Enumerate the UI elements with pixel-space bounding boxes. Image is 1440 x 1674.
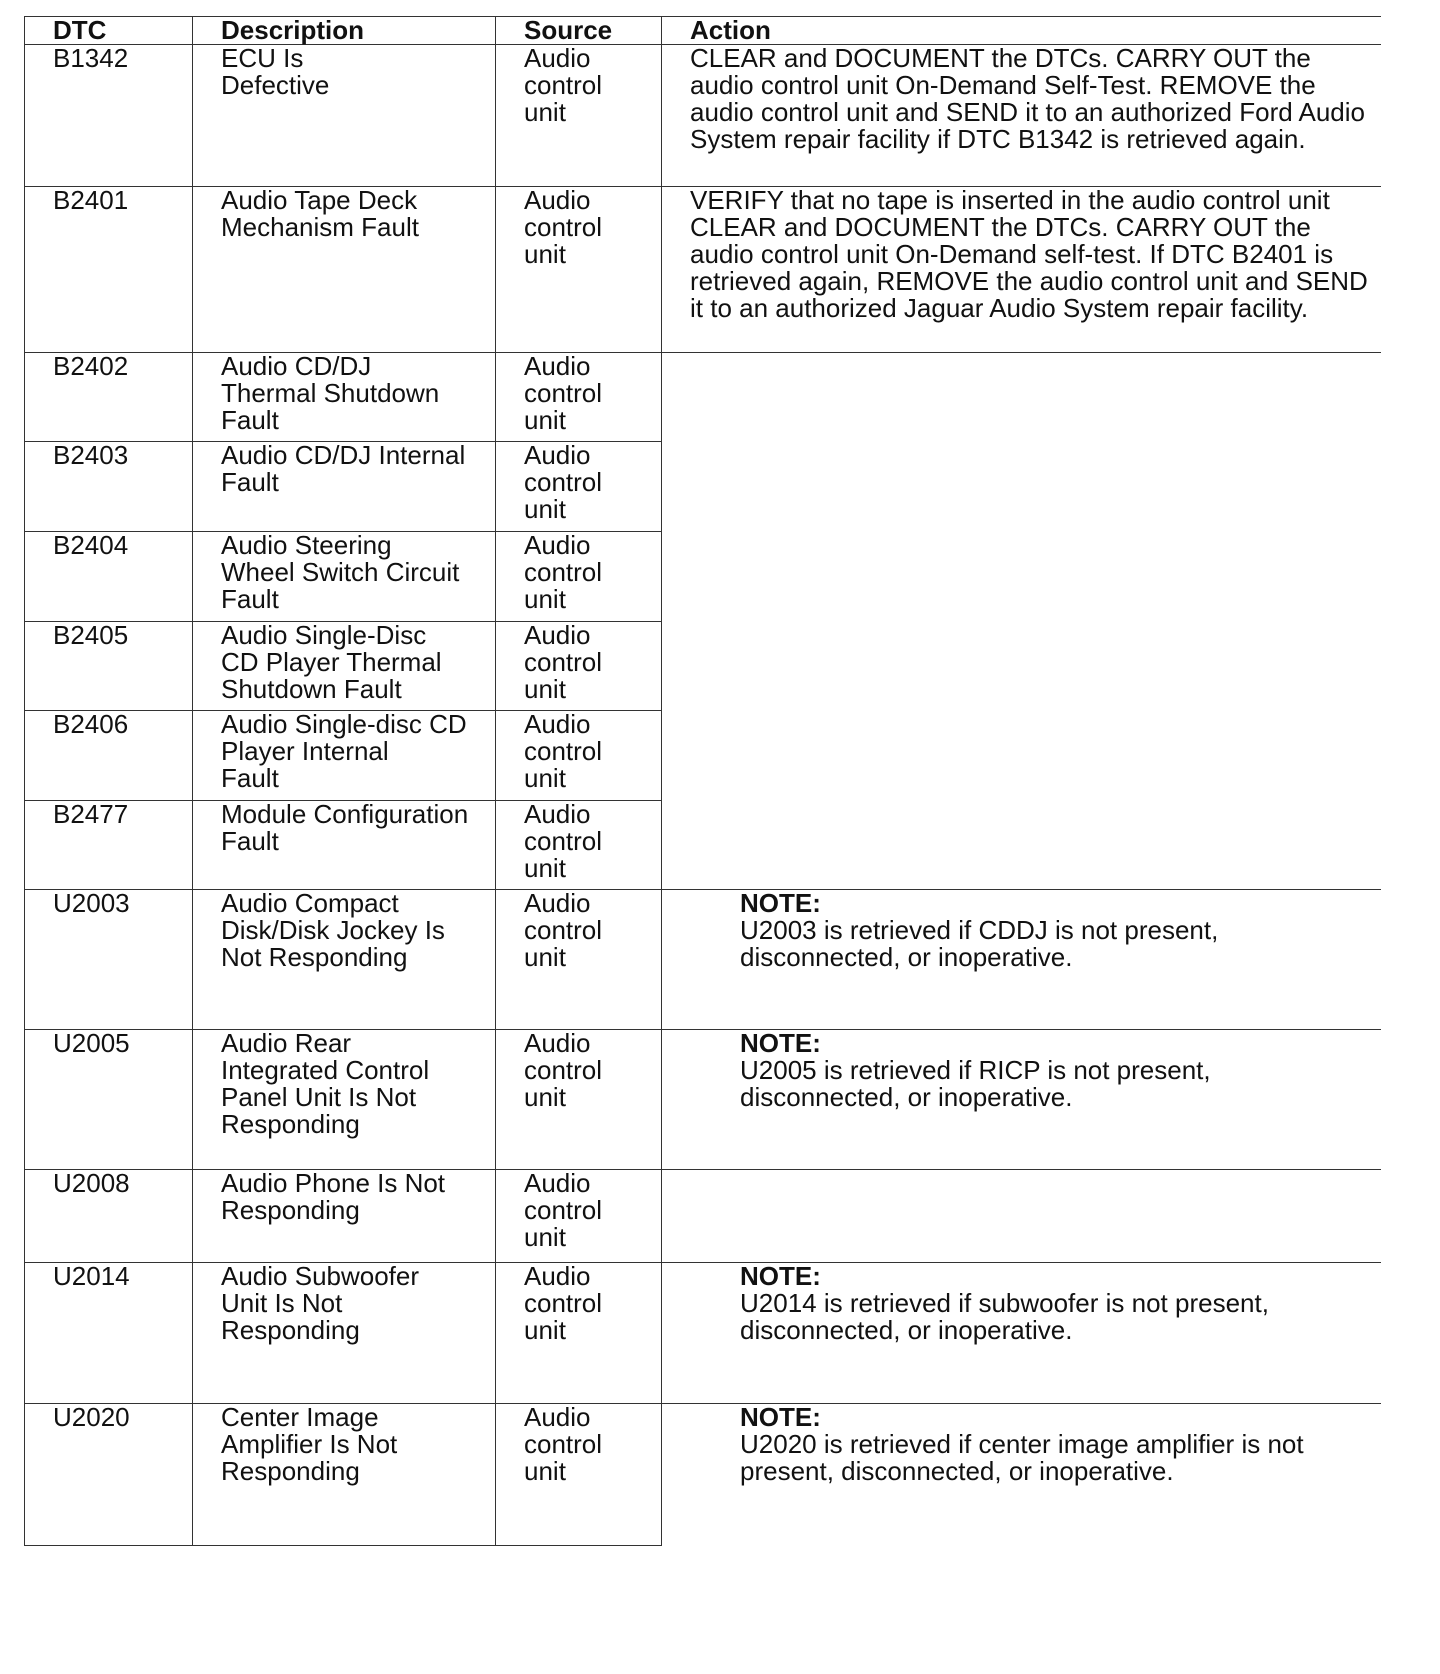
source-cell	[496, 187, 662, 353]
description-cell-text: Audio Steering Wheel Switch Circuit Fault	[221, 530, 460, 614]
note-text: U2003 is retrieved if CDDJ is not present, disconnected, or inoperative.	[740, 915, 1219, 972]
action-cell	[662, 45, 1381, 187]
action-cell-text: CLEAR and DOCUMENT the DTCs. CARRY OUT the audio control unit On-Demand Self-Test. REMOVE the audio control unit and SEND it to an authorized Ford Audio System repair facility if DTC B1342 is retrieved again.	[690, 43, 1365, 154]
dtc-code-cell-text: B2402	[53, 351, 129, 381]
source-cell-text: Audio control unit	[524, 530, 603, 614]
note-text: U2014 is retrieved if subwoofer is not present, disconnected, or inoperative.	[740, 1288, 1269, 1345]
dtc-code-cell-text: B2403	[53, 440, 129, 470]
table-row	[25, 1030, 1381, 1170]
table-row	[25, 1263, 1381, 1404]
table-row	[25, 532, 1381, 622]
description-cell-text: Module Configuration Fault	[221, 799, 469, 856]
description-cell	[193, 353, 496, 442]
table-row	[25, 801, 1381, 890]
source-cell	[496, 1030, 662, 1170]
description-cell-text: Audio Subwoofer Unit Is Not Responding	[221, 1261, 420, 1345]
action-cell	[662, 187, 1381, 353]
source-cell-text: Audio control unit	[524, 1402, 603, 1486]
dtc-code-cell	[25, 1170, 193, 1263]
source-cell-text: Audio control unit	[524, 709, 603, 793]
description-cell	[193, 532, 496, 622]
description-cell	[193, 801, 496, 890]
source-cell-text: Audio control unit	[524, 799, 603, 883]
note-label: NOTE:	[740, 1402, 821, 1432]
description-cell	[193, 187, 496, 353]
source-cell-text: Audio control unit	[524, 185, 603, 269]
description-cell	[193, 442, 496, 532]
description-cell	[193, 45, 496, 187]
action-cell	[662, 890, 1381, 1030]
dtc-code-cell-text: B2406	[53, 709, 129, 739]
source-cell	[496, 442, 662, 532]
table-row	[25, 890, 1381, 1030]
description-cell	[193, 622, 496, 711]
source-cell-text: Audio control unit	[524, 351, 603, 435]
dtc-code-cell	[25, 801, 193, 890]
dtc-code-cell	[25, 1030, 193, 1170]
action-cell	[662, 1263, 1381, 1404]
dtc-code-cell-text: B2404	[53, 530, 129, 560]
note-label: NOTE:	[740, 1261, 821, 1291]
action-cell	[662, 622, 1381, 711]
source-cell	[496, 711, 662, 801]
column-header-action: Action	[662, 17, 1381, 45]
table-row	[25, 442, 1381, 532]
description-cell-text: Audio Compact Disk/Disk Jockey Is Not Responding	[221, 888, 445, 972]
action-cell	[662, 442, 1381, 532]
action-cell	[662, 711, 1381, 801]
source-cell-text: Audio control unit	[524, 1261, 603, 1345]
source-cell	[496, 1404, 662, 1546]
dtc-code-cell-text: B1342	[53, 43, 129, 73]
action-cell-text: VERIFY that no tape is inserted in the audio control unit CLEAR and DOCUMENT the DTCs. CARRY OUT the audio control unit On-Demand self-test. If DTC B2401 is retrieved again, REMOVE the audio control unit and SEND it to an authorized Jaguar Audio System repair facility.	[690, 185, 1368, 323]
note-label: NOTE:	[740, 1028, 821, 1058]
source-cell-text: Audio control unit	[524, 440, 603, 524]
table-row	[25, 1404, 1381, 1546]
source-cell-text: Audio control unit	[524, 1028, 603, 1112]
table-row	[25, 711, 1381, 801]
note-label: NOTE:	[740, 888, 821, 918]
dtc-code-cell-text: B2477	[53, 799, 129, 829]
description-cell	[193, 1030, 496, 1170]
description-cell-text: ECU Is Defective	[221, 43, 330, 100]
source-cell	[496, 1263, 662, 1404]
dtc-code-cell	[25, 1263, 193, 1404]
description-cell-text: Center Image Amplifier Is Not Responding	[221, 1402, 398, 1486]
action-cell	[662, 532, 1381, 622]
dtc-code-cell	[25, 187, 193, 353]
dtc-code-cell	[25, 711, 193, 801]
table-row	[25, 45, 1381, 187]
dtc-table	[24, 16, 1381, 1546]
table-body	[25, 45, 1381, 1546]
dtc-code-cell	[25, 890, 193, 1030]
dtc-code-cell	[25, 1404, 193, 1546]
column-header-description: Description	[193, 17, 496, 45]
description-cell	[193, 1263, 496, 1404]
note-text: U2020 is retrieved if center image amplifier is not present, disconnected, or inoperative.	[740, 1429, 1304, 1486]
action-cell	[662, 801, 1381, 890]
description-cell-text: Audio Rear Integrated Control Panel Unit Is Not Responding	[221, 1028, 430, 1139]
action-cell	[662, 1030, 1381, 1170]
description-cell	[193, 711, 496, 801]
dtc-code-cell-text: U2003	[53, 888, 130, 918]
action-cell	[662, 1170, 1381, 1263]
source-cell	[496, 1170, 662, 1263]
dtc-code-cell-text: U2005	[53, 1028, 130, 1058]
dtc-code-cell-text: U2020	[53, 1402, 130, 1432]
source-cell	[496, 890, 662, 1030]
dtc-code-cell-text: U2014	[53, 1261, 130, 1291]
note-text: U2005 is retrieved if RICP is not present, disconnected, or inoperative.	[740, 1055, 1211, 1112]
table-row	[25, 353, 1381, 442]
source-cell	[496, 45, 662, 187]
source-cell	[496, 622, 662, 711]
source-cell-text: Audio control unit	[524, 620, 603, 704]
table-row	[25, 1170, 1381, 1263]
description-cell-text: Audio Phone Is Not Responding	[221, 1168, 446, 1225]
description-cell	[193, 890, 496, 1030]
dtc-code-cell-text: B2405	[53, 620, 129, 650]
action-cell	[662, 1404, 1381, 1546]
description-cell-text: Audio Single-Disc CD Player Thermal Shutdown Fault	[221, 620, 442, 704]
dtc-code-cell	[25, 353, 193, 442]
source-cell	[496, 801, 662, 890]
action-cell	[662, 353, 1381, 442]
description-cell-text: Audio Tape Deck Mechanism Fault	[221, 185, 419, 242]
dtc-code-cell	[25, 442, 193, 532]
description-cell-text: Audio CD/DJ Internal Fault	[221, 440, 466, 497]
description-cell-text: Audio Single-disc CD Player Internal Fault	[221, 709, 467, 793]
description-cell	[193, 1170, 496, 1263]
dtc-code-cell	[25, 532, 193, 622]
source-cell-text: Audio control unit	[524, 888, 603, 972]
table-header-row	[25, 17, 1381, 45]
column-header-source: Source	[496, 17, 662, 45]
source-cell	[496, 353, 662, 442]
description-cell	[193, 1404, 496, 1546]
dtc-code-cell-text: B2401	[53, 185, 129, 215]
source-cell-text: Audio control unit	[524, 1168, 603, 1252]
source-cell-text: Audio control unit	[524, 43, 603, 127]
dtc-code-cell-text: U2008	[53, 1168, 130, 1198]
description-cell-text: Audio CD/DJ Thermal Shutdown Fault	[221, 351, 440, 435]
table-row	[25, 187, 1381, 353]
dtc-code-cell	[25, 45, 193, 187]
column-header-dtc: DTC	[25, 17, 193, 45]
table-row	[25, 622, 1381, 711]
document-page	[24, 16, 1380, 1546]
source-cell	[496, 532, 662, 622]
dtc-code-cell	[25, 622, 193, 711]
